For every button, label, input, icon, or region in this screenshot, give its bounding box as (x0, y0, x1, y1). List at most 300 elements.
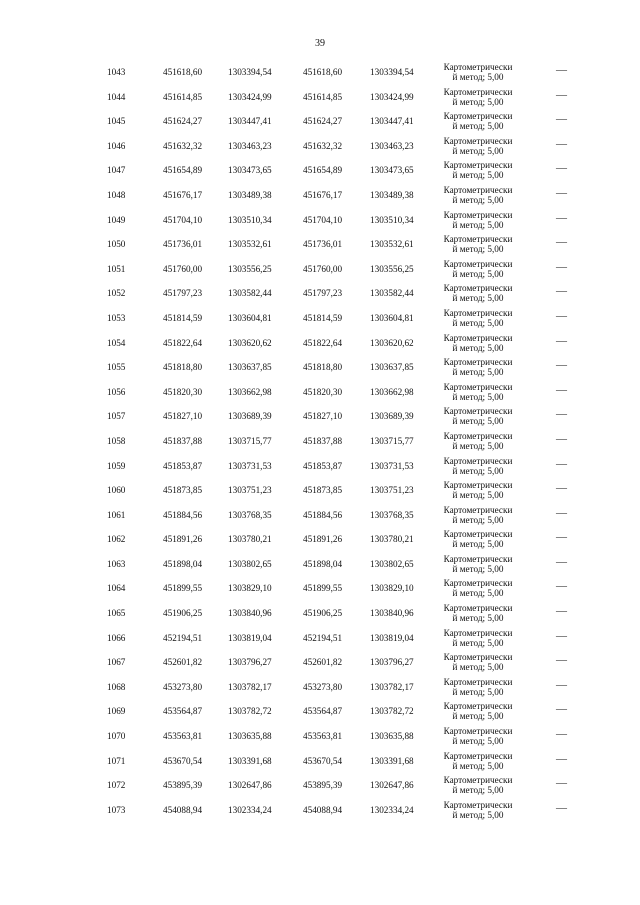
x-coordinate-cell: 452194,51 (163, 632, 203, 643)
method-text: й метод; 5,00 (452, 809, 504, 820)
method-text: Картометрически (443, 701, 513, 712)
x-coordinate-cell: 451820,30 (303, 386, 343, 397)
dash-cell: — (556, 531, 567, 544)
method-text: й метод; 5,00 (452, 96, 504, 107)
y-coordinate-cell: 1303473,65 (370, 165, 414, 176)
method-text: Картометрически (443, 86, 513, 97)
y-coordinate-cell: 1303489,38 (370, 189, 414, 200)
x-coordinate-cell: 451614,85 (163, 91, 203, 102)
point-number-cell: 1056 (107, 386, 126, 397)
point-number-cell: 1047 (107, 165, 126, 176)
point-number-cell: 1070 (107, 731, 126, 742)
point-number-cell: 1066 (107, 632, 126, 643)
method-text: Картометрически (443, 234, 513, 245)
dash-cell: — (556, 703, 567, 716)
x-coordinate-cell: 451906,25 (163, 608, 203, 619)
point-number-cell: 1069 (107, 706, 126, 717)
point-number-cell: 1061 (107, 509, 126, 520)
y-coordinate-cell: 1303715,77 (228, 435, 272, 446)
method-text: й метод; 5,00 (452, 244, 504, 255)
y-coordinate-cell: 1303782,17 (370, 681, 414, 692)
y-coordinate-cell: 1303731,53 (370, 460, 414, 471)
table-row (100, 158, 580, 183)
x-coordinate-cell: 451818,80 (163, 362, 203, 373)
point-number-cell: 1055 (107, 362, 126, 373)
y-coordinate-cell: 1303829,10 (370, 583, 414, 594)
x-coordinate-cell: 451822,64 (303, 337, 343, 348)
y-coordinate-cell: 1303556,25 (228, 263, 272, 274)
point-number-cell: 1053 (107, 312, 126, 323)
dash-cell: — (556, 186, 567, 199)
y-coordinate-cell: 1303840,96 (370, 608, 414, 619)
y-coordinate-cell: 1303662,98 (370, 386, 414, 397)
point-number-cell: 1049 (107, 214, 126, 225)
x-coordinate-cell: 452601,82 (303, 657, 343, 668)
method-cell (432, 529, 524, 549)
table-row (100, 380, 580, 405)
y-coordinate-cell: 1303489,38 (228, 189, 272, 200)
x-coordinate-cell: 451814,59 (163, 312, 203, 323)
x-coordinate-cell: 451760,00 (163, 263, 203, 274)
method-text: й метод; 5,00 (452, 367, 504, 378)
method-cell (432, 603, 524, 623)
method-text: Картометрически (443, 775, 513, 786)
method-text: Картометрически (443, 209, 513, 220)
method-text: Картометрически (443, 480, 513, 491)
x-coordinate-cell: 453273,80 (303, 681, 343, 692)
dash-cell: — (556, 678, 567, 691)
table-row (100, 85, 580, 110)
x-coordinate-cell: 453273,80 (163, 681, 203, 692)
method-cell (432, 87, 524, 107)
table-row (100, 478, 580, 503)
x-coordinate-cell: 451898,04 (303, 558, 343, 569)
table-row (100, 429, 580, 454)
table-row (100, 699, 580, 724)
y-coordinate-cell: 1303780,21 (228, 534, 272, 545)
method-cell (432, 775, 524, 795)
x-coordinate-cell: 451676,17 (303, 189, 343, 200)
y-coordinate-cell: 1303796,27 (370, 657, 414, 668)
method-cell (432, 259, 524, 279)
method-cell (432, 578, 524, 598)
x-coordinate-cell: 451853,87 (163, 460, 203, 471)
dash-cell: — (556, 383, 567, 396)
y-coordinate-cell: 1303802,65 (228, 558, 272, 569)
method-text: Картометрически (443, 603, 513, 614)
method-text: й метод; 5,00 (452, 736, 504, 747)
point-number-cell: 1072 (107, 780, 126, 791)
method-cell (432, 111, 524, 131)
dash-cell: — (556, 605, 567, 618)
dash-cell: — (556, 162, 567, 175)
point-number-cell: 1068 (107, 681, 126, 692)
method-cell (432, 456, 524, 476)
point-number-cell: 1046 (107, 140, 126, 151)
table-row (100, 576, 580, 601)
method-cell (432, 480, 524, 500)
x-coordinate-cell: 454088,94 (303, 804, 343, 815)
method-cell (432, 701, 524, 721)
x-coordinate-cell: 451891,26 (163, 534, 203, 545)
x-coordinate-cell: 451814,59 (303, 312, 343, 323)
method-text: й метод; 5,00 (452, 416, 504, 427)
table-row (100, 503, 580, 528)
dash-cell: — (556, 777, 567, 790)
x-coordinate-cell: 451797,23 (303, 288, 343, 299)
method-cell (432, 751, 524, 771)
y-coordinate-cell: 1303731,53 (228, 460, 272, 471)
y-coordinate-cell: 1303394,54 (228, 67, 272, 77)
x-coordinate-cell: 451654,89 (163, 165, 203, 176)
point-number-cell: 1063 (107, 558, 126, 569)
method-cell (432, 62, 524, 82)
method-text: Картометрически (443, 627, 513, 638)
method-text: Картометрически (443, 283, 513, 294)
coordinates-table (100, 60, 580, 822)
dash-cell: — (556, 211, 567, 224)
method-cell (432, 652, 524, 672)
x-coordinate-cell: 452194,51 (303, 632, 343, 643)
method-text: й метод; 5,00 (452, 440, 504, 451)
y-coordinate-cell: 1303620,62 (370, 337, 414, 348)
method-text: Картометрически (443, 111, 513, 122)
x-coordinate-cell: 451899,55 (303, 583, 343, 594)
method-text: Картометрически (443, 726, 513, 737)
dash-cell: — (556, 137, 567, 150)
method-text: Картометрически (443, 529, 513, 540)
table-row (100, 331, 580, 356)
method-text: й метод; 5,00 (452, 317, 504, 328)
method-text: й метод; 5,00 (452, 637, 504, 648)
x-coordinate-cell: 451827,10 (163, 411, 203, 422)
y-coordinate-cell: 1303782,17 (228, 681, 272, 692)
method-text: Картометрически (443, 578, 513, 589)
method-text: й метод; 5,00 (452, 514, 504, 525)
method-text: Картометрически (443, 455, 513, 466)
y-coordinate-cell: 1303796,27 (228, 657, 272, 668)
page-number: 39 (315, 38, 325, 49)
x-coordinate-cell: 451873,85 (303, 485, 343, 496)
y-coordinate-cell: 1303662,98 (228, 386, 272, 397)
table-row (100, 134, 580, 159)
y-coordinate-cell: 1303751,23 (370, 485, 414, 496)
method-text: й метод; 5,00 (452, 391, 504, 402)
x-coordinate-cell: 453670,54 (163, 755, 203, 766)
dash-cell: — (556, 654, 567, 667)
y-coordinate-cell: 1303391,68 (228, 755, 272, 766)
x-coordinate-cell: 453563,81 (163, 731, 203, 742)
dash-cell: — (556, 113, 567, 126)
method-cell (432, 357, 524, 377)
method-text: Картометрически (443, 406, 513, 417)
y-coordinate-cell: 1303819,04 (228, 632, 272, 643)
method-text: й метод; 5,00 (452, 194, 504, 205)
method-cell (432, 800, 524, 820)
y-coordinate-cell: 1303604,81 (228, 312, 272, 323)
point-number-cell: 1043 (107, 67, 126, 77)
table-row (100, 724, 580, 749)
x-coordinate-cell: 451654,89 (303, 165, 343, 176)
method-cell (432, 136, 524, 156)
x-coordinate-cell: 451820,30 (163, 386, 203, 397)
y-coordinate-cell: 1303463,23 (370, 140, 414, 151)
dash-cell: — (556, 555, 567, 568)
y-coordinate-cell: 1303424,99 (370, 91, 414, 102)
y-coordinate-cell: 1303780,21 (370, 534, 414, 545)
x-coordinate-cell: 451822,64 (163, 337, 203, 348)
y-coordinate-cell: 1302334,24 (228, 804, 272, 815)
method-text: Картометрически (443, 307, 513, 318)
dash-cell: — (556, 506, 567, 519)
method-text: Картометрически (443, 750, 513, 761)
method-text: Картометрически (443, 676, 513, 687)
x-coordinate-cell: 451704,10 (163, 214, 203, 225)
y-coordinate-cell: 1303391,68 (370, 755, 414, 766)
method-text: й метод; 5,00 (452, 785, 504, 796)
y-coordinate-cell: 1303532,61 (228, 239, 272, 250)
point-number-cell: 1054 (107, 337, 126, 348)
method-text: й метод; 5,00 (452, 145, 504, 156)
table-row (100, 527, 580, 552)
table-row (100, 257, 580, 282)
x-coordinate-cell: 451704,10 (303, 214, 343, 225)
y-coordinate-cell: 1303751,23 (228, 485, 272, 496)
method-text: Картометрически (443, 381, 513, 392)
x-coordinate-cell: 451632,32 (163, 140, 203, 151)
x-coordinate-cell: 451736,01 (303, 239, 343, 250)
table-row (100, 675, 580, 700)
table-row (100, 208, 580, 233)
method-cell (432, 505, 524, 525)
point-number-cell: 1044 (107, 91, 126, 102)
dash-cell: — (556, 309, 567, 322)
point-number-cell: 1071 (107, 755, 126, 766)
y-coordinate-cell: 1303556,25 (370, 263, 414, 274)
table-row (100, 232, 580, 257)
y-coordinate-cell: 1303768,35 (370, 509, 414, 520)
method-text: Картометрически (443, 799, 513, 810)
method-cell (432, 677, 524, 697)
method-text: й метод; 5,00 (452, 711, 504, 722)
method-text: й метод; 5,00 (452, 686, 504, 697)
table-row (100, 552, 580, 577)
method-cell (432, 308, 524, 328)
dash-cell: — (556, 482, 567, 495)
method-cell (432, 431, 524, 451)
y-coordinate-cell: 1303829,10 (228, 583, 272, 594)
y-coordinate-cell: 1303689,39 (228, 411, 272, 422)
y-coordinate-cell: 1303447,41 (228, 116, 272, 127)
x-coordinate-cell: 451736,01 (163, 239, 203, 250)
method-text: й метод; 5,00 (452, 465, 504, 476)
x-coordinate-cell: 453895,39 (163, 780, 203, 791)
method-text: Картометрически (443, 430, 513, 441)
x-coordinate-cell: 452601,82 (163, 657, 203, 668)
x-coordinate-cell: 451873,85 (163, 485, 203, 496)
table-row (100, 60, 580, 85)
table-row (100, 281, 580, 306)
x-coordinate-cell: 451676,17 (163, 189, 203, 200)
y-coordinate-cell: 1303394,54 (370, 67, 414, 77)
table-row (100, 404, 580, 429)
method-text: Картометрически (443, 652, 513, 663)
method-text: й метод; 5,00 (452, 539, 504, 550)
method-cell (432, 406, 524, 426)
point-number-cell: 1065 (107, 608, 126, 619)
x-coordinate-cell: 451884,56 (163, 509, 203, 520)
method-cell (432, 234, 524, 254)
method-text: й метод; 5,00 (452, 490, 504, 501)
method-text: й метод; 5,00 (452, 219, 504, 230)
dash-cell: — (556, 801, 567, 814)
point-number-cell: 1045 (107, 116, 126, 127)
method-text: Картометрически (443, 184, 513, 195)
method-cell (432, 726, 524, 746)
method-text: й метод; 5,00 (452, 613, 504, 624)
point-number-cell: 1052 (107, 288, 126, 299)
y-coordinate-cell: 1303637,85 (228, 362, 272, 373)
y-coordinate-cell: 1302334,24 (370, 804, 414, 815)
method-text: Картометрически (443, 357, 513, 368)
method-text: Картометрически (443, 135, 513, 146)
y-coordinate-cell: 1303768,35 (228, 509, 272, 520)
table-row (100, 306, 580, 331)
dash-cell: — (556, 64, 567, 76)
method-text: Картометрически (443, 62, 513, 72)
x-coordinate-cell: 451797,23 (163, 288, 203, 299)
dash-cell: — (556, 359, 567, 372)
x-coordinate-cell: 453895,39 (303, 780, 343, 791)
dash-cell: — (556, 88, 567, 101)
dash-cell: — (556, 408, 567, 421)
method-cell (432, 382, 524, 402)
y-coordinate-cell: 1303582,44 (370, 288, 414, 299)
method-text: й метод; 5,00 (452, 563, 504, 574)
method-text: й метод; 5,00 (452, 268, 504, 279)
x-coordinate-cell: 454088,94 (163, 804, 203, 815)
dash-cell: — (556, 236, 567, 249)
point-number-cell: 1050 (107, 239, 126, 250)
x-coordinate-cell: 453563,81 (303, 731, 343, 742)
method-cell (432, 210, 524, 230)
method-text: й метод; 5,00 (452, 588, 504, 599)
dash-cell: — (556, 728, 567, 741)
point-number-cell: 1062 (107, 534, 126, 545)
method-text: Картометрически (443, 504, 513, 515)
x-coordinate-cell: 451624,27 (163, 116, 203, 127)
x-coordinate-cell: 451898,04 (163, 558, 203, 569)
y-coordinate-cell: 1303510,34 (370, 214, 414, 225)
point-number-cell: 1067 (107, 657, 126, 668)
table-row (100, 454, 580, 479)
method-cell (432, 185, 524, 205)
x-coordinate-cell: 451760,00 (303, 263, 343, 274)
dash-cell: — (556, 432, 567, 445)
y-coordinate-cell: 1303635,88 (228, 731, 272, 742)
method-text: Картометрически (443, 553, 513, 564)
y-coordinate-cell: 1303637,85 (370, 362, 414, 373)
dash-cell: — (556, 629, 567, 642)
x-coordinate-cell: 451618,60 (163, 67, 203, 77)
x-coordinate-cell: 453564,87 (163, 706, 203, 717)
method-cell (432, 283, 524, 303)
y-coordinate-cell: 1303782,72 (370, 706, 414, 717)
method-text: Картометрически (443, 258, 513, 269)
dash-cell: — (556, 580, 567, 593)
x-coordinate-cell: 453670,54 (303, 755, 343, 766)
x-coordinate-cell: 451853,87 (303, 460, 343, 471)
x-coordinate-cell: 451837,88 (303, 435, 343, 446)
table-row (100, 749, 580, 774)
y-coordinate-cell: 1303819,04 (370, 632, 414, 643)
y-coordinate-cell: 1302647,86 (370, 780, 414, 791)
method-text: й метод; 5,00 (452, 293, 504, 304)
method-text: й метод; 5,00 (452, 72, 504, 82)
point-number-cell: 1073 (107, 804, 126, 815)
y-coordinate-cell: 1303604,81 (370, 312, 414, 323)
dash-cell: — (556, 285, 567, 298)
x-coordinate-cell: 451906,25 (303, 608, 343, 619)
y-coordinate-cell: 1303532,61 (370, 239, 414, 250)
method-text: й метод; 5,00 (452, 170, 504, 181)
x-coordinate-cell: 451618,60 (303, 67, 343, 77)
table-row (100, 601, 580, 626)
method-text: Картометрически (443, 160, 513, 171)
x-coordinate-cell: 451632,32 (303, 140, 343, 151)
x-coordinate-cell: 451899,55 (163, 583, 203, 594)
y-coordinate-cell: 1303447,41 (370, 116, 414, 127)
table-row (100, 183, 580, 208)
y-coordinate-cell: 1303463,23 (228, 140, 272, 151)
method-text: Картометрически (443, 332, 513, 343)
point-number-cell: 1058 (107, 435, 126, 446)
y-coordinate-cell: 1303635,88 (370, 731, 414, 742)
x-coordinate-cell: 453564,87 (303, 706, 343, 717)
dash-cell: — (556, 752, 567, 765)
y-coordinate-cell: 1303620,62 (228, 337, 272, 348)
x-coordinate-cell: 451884,56 (303, 509, 343, 520)
table-row (100, 650, 580, 675)
dash-cell: — (556, 334, 567, 347)
table-row (100, 109, 580, 134)
point-number-cell: 1057 (107, 411, 126, 422)
method-cell (432, 628, 524, 648)
y-coordinate-cell: 1303802,65 (370, 558, 414, 569)
y-coordinate-cell: 1303715,77 (370, 435, 414, 446)
dash-cell: — (556, 260, 567, 273)
method-cell (432, 160, 524, 180)
x-coordinate-cell: 451837,88 (163, 435, 203, 446)
method-text: й метод; 5,00 (452, 121, 504, 132)
method-cell (432, 554, 524, 574)
y-coordinate-cell: 1303582,44 (228, 288, 272, 299)
point-number-cell: 1051 (107, 263, 126, 274)
x-coordinate-cell: 451818,80 (303, 362, 343, 373)
point-number-cell: 1060 (107, 485, 126, 496)
table-row (100, 355, 580, 380)
x-coordinate-cell: 451827,10 (303, 411, 343, 422)
x-coordinate-cell: 451614,85 (303, 91, 343, 102)
point-number-cell: 1048 (107, 189, 126, 200)
y-coordinate-cell: 1303840,96 (228, 608, 272, 619)
y-coordinate-cell: 1303424,99 (228, 91, 272, 102)
point-number-cell: 1064 (107, 583, 126, 594)
x-coordinate-cell: 451624,27 (303, 116, 343, 127)
table-row (100, 626, 580, 651)
table-row (100, 798, 580, 823)
dash-cell: — (556, 457, 567, 470)
